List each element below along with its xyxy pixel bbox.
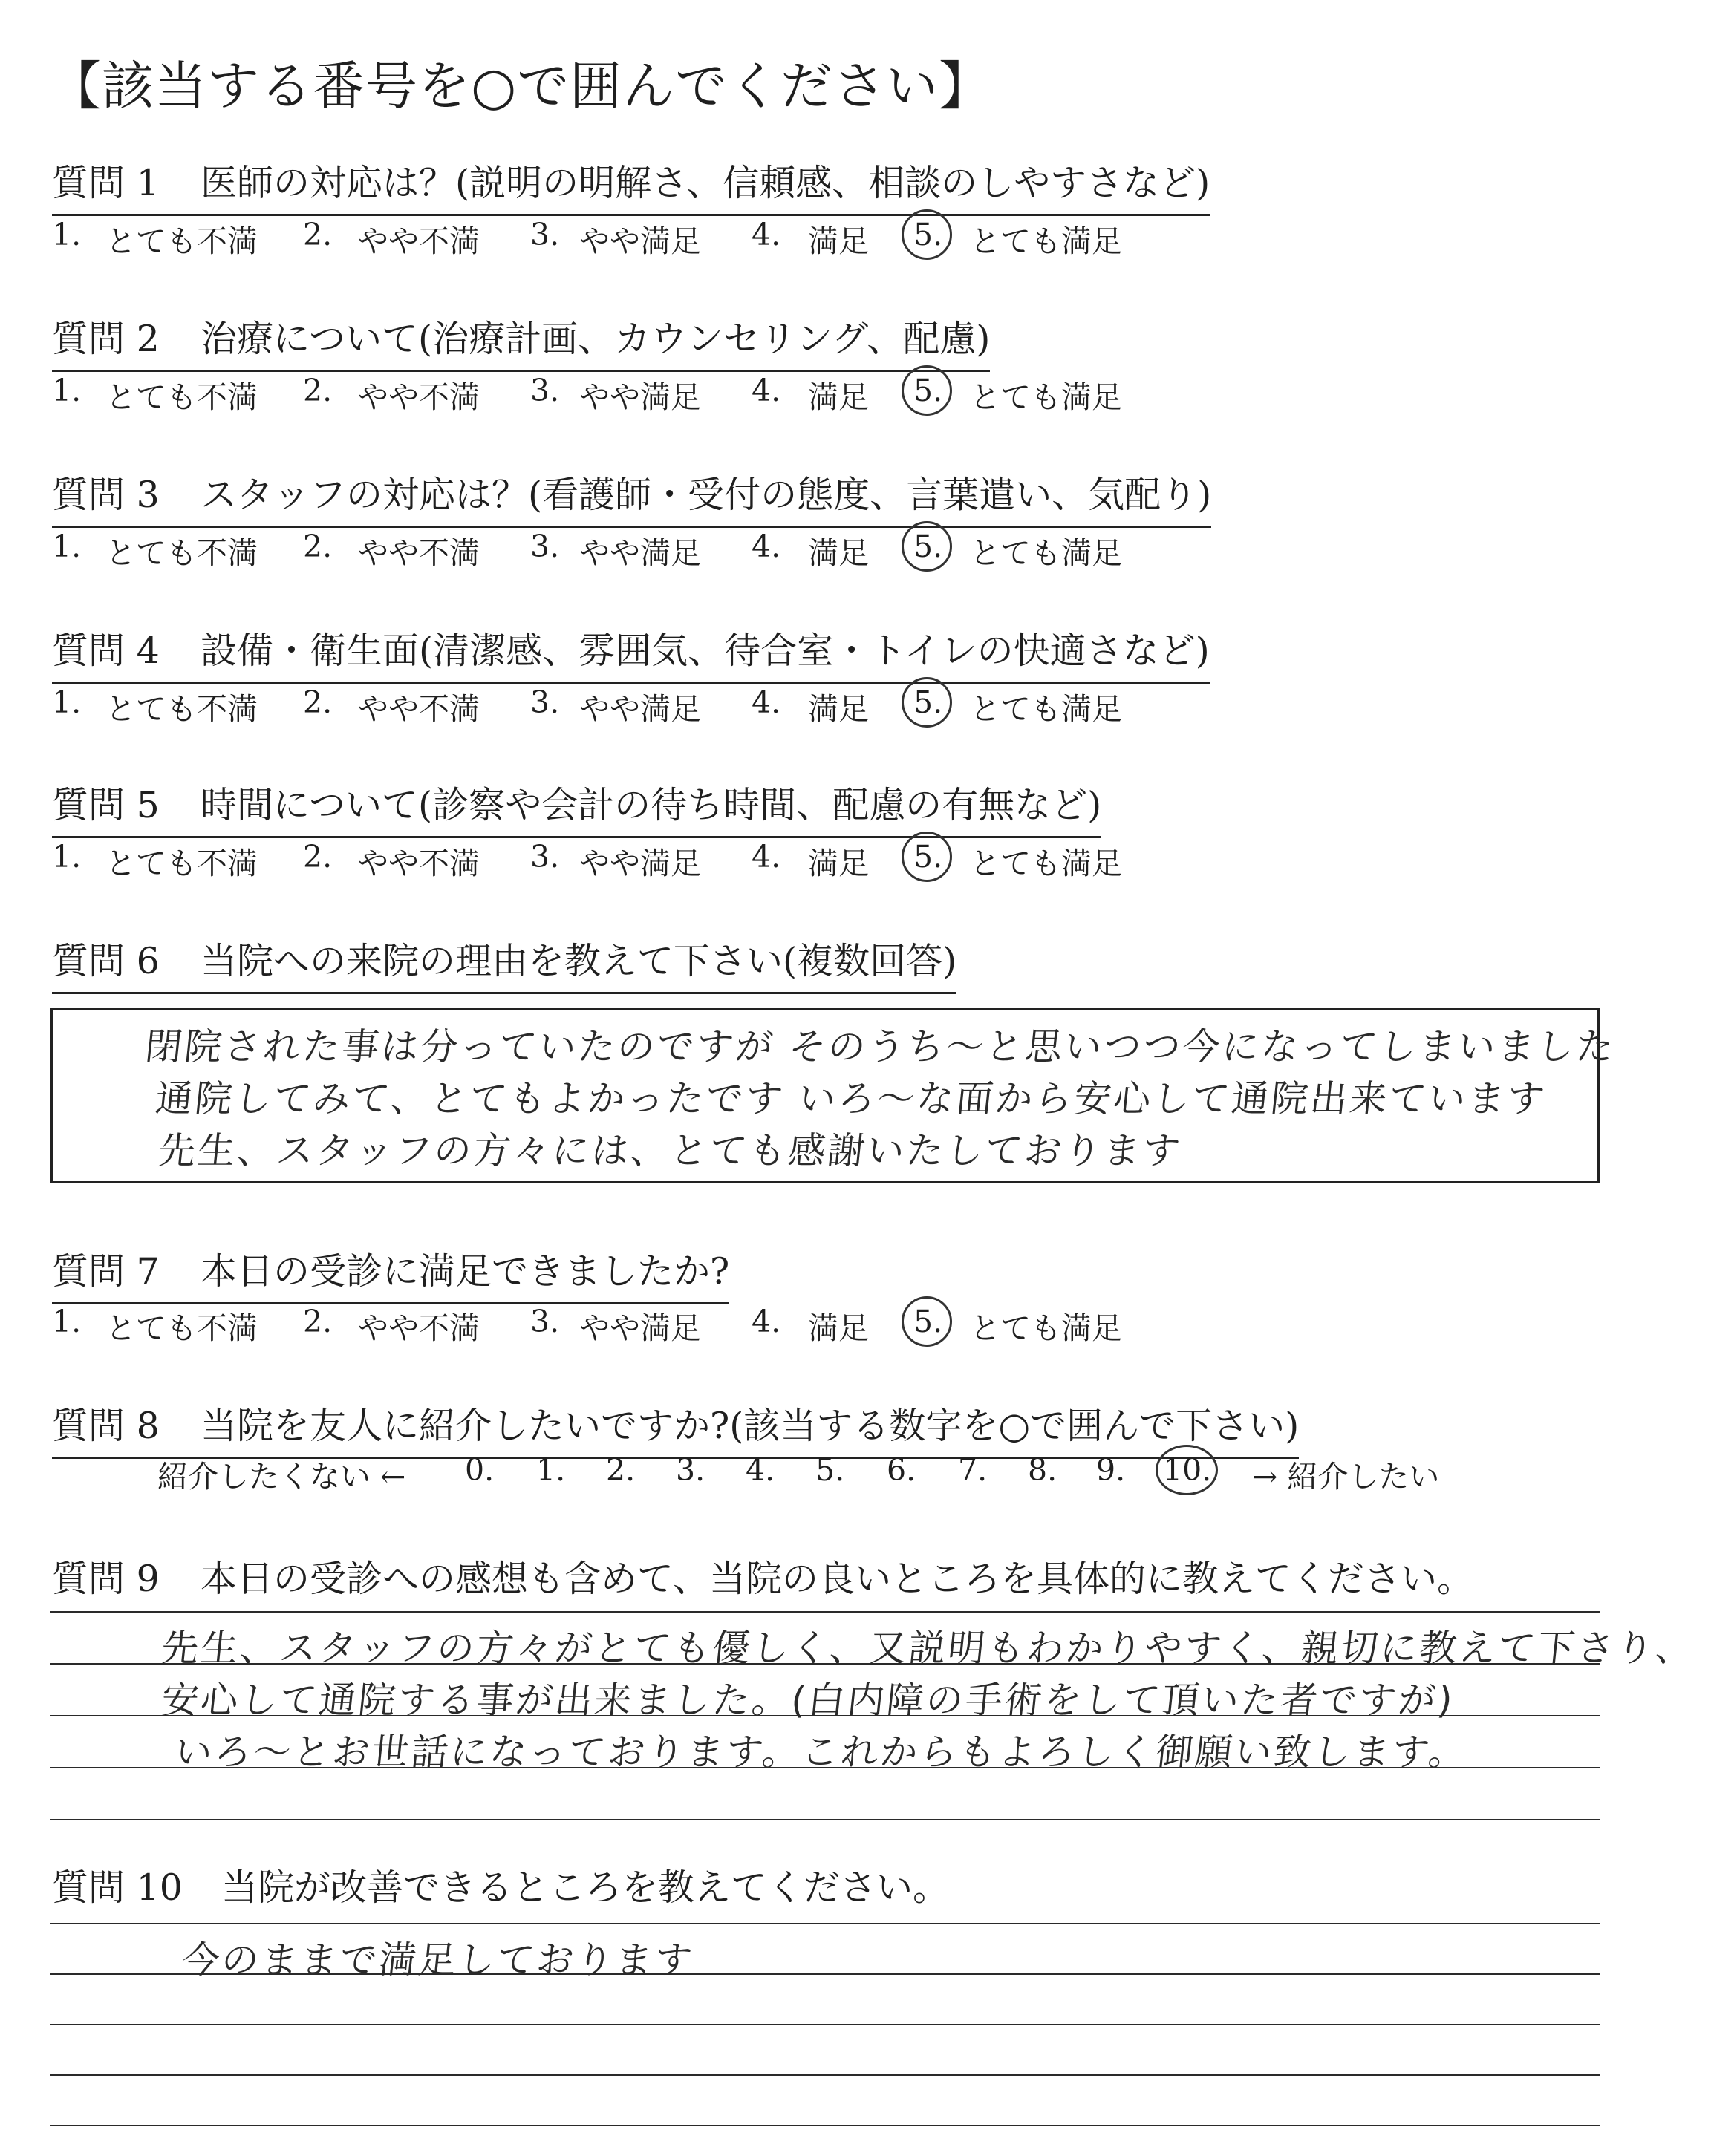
scale-value-6[interactable]: 6. — [887, 1452, 916, 1488]
option-5-label[interactable]: とても満足 — [970, 691, 1122, 727]
question-text: スタッフの対応は？(看護師・受付の態度、言葉遣い、気配り) — [201, 474, 1212, 516]
option-5-number[interactable]: 5. — [913, 529, 943, 564]
option-5-number[interactable]: 5. — [913, 685, 943, 720]
handwritten-answer-line: いろ〜とお世話になっております。これからもよろしく御願い致します。 — [172, 1731, 1470, 1774]
option-3-label[interactable]: やや満足 — [579, 379, 701, 415]
scale-value-3[interactable]: 3. — [676, 1452, 705, 1488]
question-3-heading — [52, 466, 1211, 528]
option-4-number[interactable]: 4. — [752, 529, 781, 564]
option-1-number[interactable]: 1. — [52, 685, 82, 720]
option-2-number[interactable]: 2. — [303, 529, 333, 564]
option-2-label[interactable]: やや不満 — [358, 846, 480, 881]
question-5-heading — [52, 777, 1101, 838]
handwritten-answer-line: 先生、スタッフの方々がとても優しく、又説明もわかりやすく、親切に教えて下さり、 — [159, 1627, 1698, 1670]
handwritten-answer-line: 通院してみて、とてもよかったです いろ〜な面から安心して通院出来ています — [153, 1077, 1549, 1120]
scale-value-0[interactable]: 0. — [465, 1452, 495, 1488]
answer-line — [50, 1923, 1600, 1924]
question-6-heading — [52, 932, 956, 994]
option-4-label[interactable]: 満足 — [808, 1310, 869, 1346]
selected-circle-mark — [902, 521, 952, 572]
scale-value-4[interactable]: 4. — [746, 1452, 775, 1488]
option-2-number[interactable]: 2. — [303, 839, 333, 875]
option-3-label[interactable]: やや満足 — [579, 223, 701, 259]
question-7-heading — [52, 1243, 729, 1304]
option-2-number[interactable]: 2. — [303, 373, 333, 408]
question-number: 質問 7 — [52, 1250, 160, 1293]
question-number: 質問 1 — [52, 162, 160, 204]
question-text: 本日の受診に満足できましたか? — [201, 1250, 730, 1293]
scale-value-2[interactable]: 2. — [606, 1452, 636, 1488]
option-5-label[interactable]: とても満足 — [970, 1310, 1122, 1346]
question-2-heading — [52, 310, 990, 372]
question-text: 時間について(診察や会計の待ち時間、配慮の有無など) — [201, 784, 1102, 826]
page-title: 【該当する番号を○で囲んでください】 — [49, 56, 992, 117]
option-4-number[interactable]: 4. — [752, 373, 781, 408]
answer-line — [50, 2125, 1600, 2126]
option-3-label[interactable]: やや満足 — [579, 691, 701, 727]
question-1-heading — [52, 154, 1210, 216]
scale-right-label: → 紹介したい — [1252, 1459, 1440, 1494]
option-1-label[interactable]: とても不満 — [105, 846, 258, 881]
question-8-heading — [52, 1397, 1299, 1459]
option-3-label[interactable]: やや満足 — [579, 1310, 701, 1346]
scale-value-1[interactable]: 1. — [536, 1452, 566, 1488]
option-5-number[interactable]: 5. — [913, 1304, 943, 1339]
scale-value-7[interactable]: 7. — [958, 1452, 988, 1488]
scale-value-10[interactable]: 10. — [1163, 1452, 1212, 1488]
option-3-number[interactable]: 3. — [530, 529, 560, 564]
handwritten-answer-line: 今のままで満足しております — [180, 1938, 697, 1982]
answer-line — [50, 1611, 1600, 1613]
handwritten-answer-line: 閉院された事は分っていたのですが そのうち〜と思いつつ今になってしまいました — [143, 1025, 1618, 1068]
option-3-number[interactable]: 3. — [530, 685, 560, 720]
question-text: 設備・衛生面(清潔感、雰囲気、待合室・トイレの快適さなど) — [201, 630, 1210, 672]
option-4-number[interactable]: 4. — [752, 839, 781, 875]
option-3-number[interactable]: 3. — [530, 839, 560, 875]
option-5-label[interactable]: とても満足 — [970, 846, 1122, 881]
handwritten-answer-line: 先生、スタッフの方々には、とても感謝いたしております — [156, 1129, 1184, 1172]
question-number: 質問 5 — [52, 784, 160, 826]
option-1-label[interactable]: とても不満 — [105, 691, 258, 727]
selected-circle-mark — [902, 677, 952, 728]
question-number: 質問 10 — [52, 1866, 183, 1909]
option-2-label[interactable]: やや不満 — [358, 223, 480, 259]
question-text: 治療について(治療計画、カウンセリング、配慮) — [201, 318, 991, 360]
question-number: 質問 4 — [52, 630, 160, 672]
option-4-number[interactable]: 4. — [752, 217, 781, 252]
selected-circle-mark — [902, 832, 952, 882]
question-4-heading — [52, 622, 1210, 684]
option-2-label[interactable]: やや不満 — [358, 691, 480, 727]
option-5-number[interactable]: 5. — [913, 217, 943, 252]
option-3-label[interactable]: やや満足 — [579, 846, 701, 881]
selected-circle-mark — [1156, 1445, 1218, 1495]
selected-circle-mark — [902, 1296, 952, 1347]
option-1-number[interactable]: 1. — [52, 1304, 82, 1339]
option-4-label[interactable]: 満足 — [808, 846, 869, 881]
option-5-label[interactable]: とても満足 — [970, 379, 1122, 415]
question-number: 質問 2 — [52, 318, 160, 360]
question-10-heading — [52, 1859, 949, 1911]
option-2-number[interactable]: 2. — [303, 1304, 333, 1339]
option-3-number[interactable]: 3. — [530, 1304, 560, 1339]
option-1-label[interactable]: とても不満 — [105, 379, 258, 415]
option-1-label[interactable]: とても不満 — [105, 535, 258, 571]
scale-value-9[interactable]: 9. — [1096, 1452, 1126, 1488]
answer-line — [50, 2074, 1600, 2076]
option-1-label[interactable]: とても不満 — [105, 223, 258, 259]
option-2-number[interactable]: 2. — [303, 217, 333, 252]
answer-line — [50, 1819, 1600, 1820]
selected-circle-mark — [902, 365, 952, 416]
option-1-label[interactable]: とても不満 — [105, 1310, 258, 1346]
question-9-heading — [52, 1550, 1473, 1602]
question-number: 質問 9 — [52, 1558, 160, 1600]
handwritten-answer-line: 安心して通院する事が出来ました。(白内障の手術をして頂いた者ですが) — [159, 1679, 1457, 1722]
option-5-number[interactable]: 5. — [913, 373, 943, 408]
option-2-label[interactable]: やや不満 — [358, 379, 480, 415]
option-3-label[interactable]: やや満足 — [579, 535, 701, 571]
question-text: 当院への来院の理由を教えて下さい(複数回答) — [201, 940, 957, 982]
option-3-number[interactable]: 3. — [530, 217, 560, 252]
question-text: 当院が改善できるところを教えてください。 — [221, 1866, 950, 1909]
option-5-label[interactable]: とても満足 — [970, 223, 1122, 259]
question-text: 当院を友人に紹介したいですか?(該当する数字を○で囲んで下さい) — [201, 1405, 1300, 1447]
option-2-number[interactable]: 2. — [303, 685, 333, 720]
option-5-number[interactable]: 5. — [913, 839, 943, 875]
scale-value-5[interactable]: 5. — [815, 1452, 845, 1488]
option-1-number[interactable]: 1. — [52, 373, 82, 408]
option-4-label[interactable]: 満足 — [808, 535, 869, 571]
option-4-number[interactable]: 4. — [752, 685, 781, 720]
selected-circle-mark — [902, 209, 952, 260]
option-3-number[interactable]: 3. — [530, 373, 560, 408]
answer-line — [50, 2024, 1600, 2025]
scale-value-8[interactable]: 8. — [1028, 1452, 1057, 1488]
scale-left-label: 紹介したくない ← — [157, 1459, 406, 1494]
option-1-number[interactable]: 1. — [52, 839, 82, 875]
option-1-number[interactable]: 1. — [52, 217, 82, 252]
option-4-label[interactable]: 満足 — [808, 379, 869, 415]
option-2-label[interactable]: やや不満 — [358, 1310, 480, 1346]
option-5-label[interactable]: とても満足 — [970, 535, 1122, 571]
question-text: 本日の受診への感想も含めて、当院の良いところを具体的に教えてください。 — [201, 1558, 1474, 1600]
option-4-number[interactable]: 4. — [752, 1304, 781, 1339]
option-4-label[interactable]: 満足 — [808, 691, 869, 727]
option-4-label[interactable]: 満足 — [808, 223, 869, 259]
option-2-label[interactable]: やや不満 — [358, 535, 480, 571]
question-number: 質問 8 — [52, 1405, 160, 1447]
question-number: 質問 3 — [52, 474, 160, 516]
question-number: 質問 6 — [52, 940, 160, 982]
option-1-number[interactable]: 1. — [52, 529, 82, 564]
question-text: 医師の対応は？(説明の明解さ、信頼感、相談のしやすさなど) — [201, 162, 1210, 204]
